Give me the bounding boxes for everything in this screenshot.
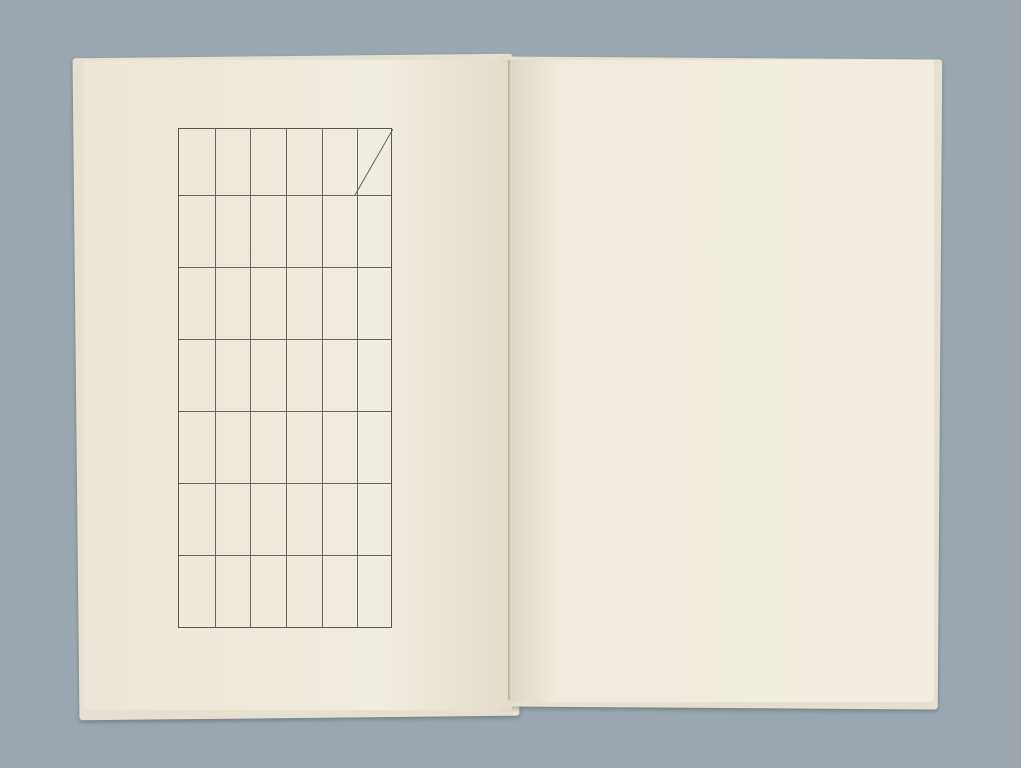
text-column <box>713 118 729 638</box>
table-cell <box>357 483 393 555</box>
table-cell <box>357 267 393 339</box>
text-column <box>764 118 780 638</box>
text-column <box>730 118 746 638</box>
table-cell <box>215 555 251 629</box>
table-cell <box>322 195 358 267</box>
table-row-label <box>179 129 215 193</box>
table-row-label <box>357 129 393 193</box>
table-cell <box>179 483 215 555</box>
statistics-table <box>178 128 392 628</box>
text-column <box>781 118 797 638</box>
text-column <box>849 118 865 638</box>
text-column <box>696 118 712 638</box>
text-column <box>900 118 916 638</box>
table-cell <box>215 483 251 555</box>
table-cell <box>250 411 286 483</box>
text-column <box>645 118 661 638</box>
table-cell <box>322 339 358 411</box>
table-cell <box>286 411 322 483</box>
table-cell <box>322 483 358 555</box>
table-cell <box>322 411 358 483</box>
table-row-label <box>250 129 286 193</box>
table-cell <box>250 555 286 629</box>
text-column <box>747 118 763 638</box>
text-column <box>832 118 848 638</box>
table-grid <box>179 129 391 627</box>
table-cell <box>250 267 286 339</box>
table-cell <box>250 483 286 555</box>
text-column <box>866 118 882 638</box>
table-cell <box>179 411 215 483</box>
text-column <box>815 118 831 638</box>
table-cell <box>215 267 251 339</box>
table-cell <box>250 195 286 267</box>
table-cell <box>179 195 215 267</box>
remarks-note <box>110 158 172 628</box>
table-cell <box>286 267 322 339</box>
table-cell <box>357 555 393 629</box>
table-cell <box>215 411 251 483</box>
table-cell <box>286 555 322 629</box>
text-column <box>594 118 610 638</box>
table-cell <box>286 195 322 267</box>
table-cell <box>286 483 322 555</box>
text-column <box>577 118 593 638</box>
text-column <box>662 118 678 638</box>
table-cell <box>250 339 286 411</box>
text-column <box>560 118 576 638</box>
book-gutter <box>508 60 512 700</box>
table-row-label <box>286 129 322 193</box>
table-cell <box>179 267 215 339</box>
table-cell <box>322 555 358 629</box>
table-cell <box>357 339 393 411</box>
table-row-label <box>215 129 251 193</box>
table-cell <box>179 555 215 629</box>
printed-body-text <box>560 118 916 638</box>
table-cell <box>286 339 322 411</box>
text-column <box>611 118 627 638</box>
table-cell <box>357 411 393 483</box>
text-column <box>883 118 899 638</box>
text-column <box>798 118 814 638</box>
table-cell <box>179 339 215 411</box>
table-cell <box>357 195 393 267</box>
table-cell <box>215 195 251 267</box>
text-column <box>679 118 695 638</box>
table-cell <box>322 267 358 339</box>
table-cell <box>215 339 251 411</box>
table-row-label <box>322 129 358 193</box>
text-column <box>628 118 644 638</box>
